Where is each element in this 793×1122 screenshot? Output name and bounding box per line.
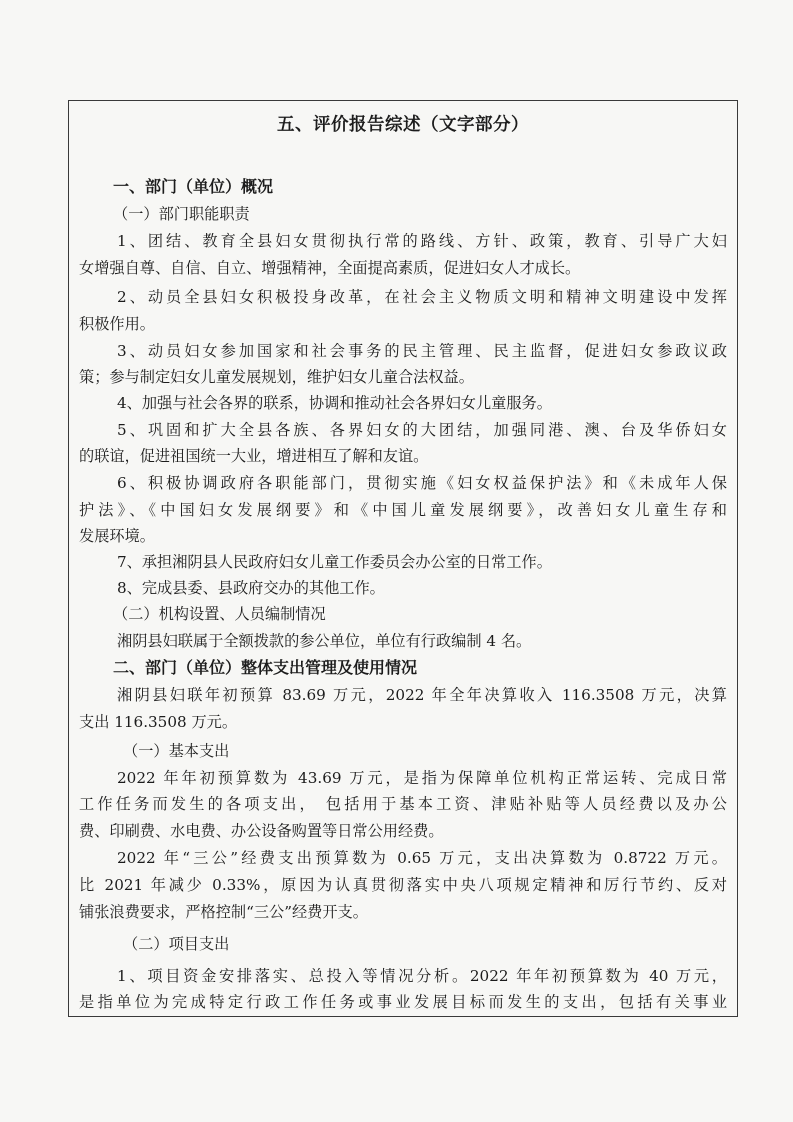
paragraph-line: 发展环境。 [79,527,155,545]
paragraph-line: 2022 年年初预算数为 43.69 万元，是指为保障单位机构正常运转、完成日常 [117,769,727,787]
subsection-heading: （二）机构设置、人员编制情况 [113,605,326,623]
paragraph-line: 7、承担湘阴县人民政府妇女儿童工作委员会办公室的日常工作。 [117,553,552,571]
paragraph-line: 1、团结、教育全县妇女贯彻执行常的路线、方针、政策，教育、引导广大妇 [117,232,727,250]
paragraph-line: 工作任务而发生的各项支出， 包括用于基本工资、津贴补贴等人员经费以及办公 [79,795,727,813]
paragraph-line: 是指单位为完成特定行政工作任务或事业发展目标而发生的支出，包括有关事业 [79,993,727,1011]
paragraph-line: 3、动员妇女参加国家和社会事务的民主管理、民主监督，促进妇女参政议政 [117,342,727,360]
paragraph-line: 4、加强与社会各界的联系，协调和推动社会各界妇女儿童服务。 [117,394,552,412]
section-heading: 二、部门（单位）整体支出管理及使用情况 [113,658,418,677]
paragraph-line: 2022 年“三公”经费支出预算数为 0.65 万元，支出决算数为 0.8722 万元。 [117,849,727,867]
paragraph-line: 费、印刷费、水电费、办公设备购置等日常公用经费。 [79,822,444,840]
paragraph-line: 积极作用。 [79,315,155,333]
document-frame [68,100,738,1017]
paragraph-line: 6、积极协调政府各职能部门，贯彻实施《妇女权益保护法》和《未成年人保 [117,474,727,492]
paragraph-line: 策；参与制定妇女儿童发展规划，维护妇女儿童合法权益。 [79,368,474,386]
paragraph-line: 女增强自尊、自信、自立、增强精神，全面提高素质，促进妇女人才成长。 [79,259,581,277]
paragraph-line: 支出 116.3508 万元。 [79,713,238,731]
paragraph-line: 的联谊，促进祖国统一大业，增进相互了解和友谊。 [79,447,429,465]
subsection-heading: （一）部门职能职责 [113,205,250,223]
page-title: 五、评价报告综述（文字部分） [277,115,529,135]
paragraph-line: 8、完成县委、县政府交办的其他工作。 [117,579,385,597]
paragraph-line: 比 2021 年减少 0.33%，原因为认真贯彻落实中央八项规定精神和厉行节约、反对 [79,876,727,894]
paragraph-line: 5、巩固和扩大全县各族、各界妇女的大团结，加强同港、澳、台及华侨妇女 [117,421,727,439]
subsection-heading: （二）项目支出 [123,935,230,953]
section-heading: 一、部门（单位）概况 [113,177,274,196]
paragraph-line: 护法》、《中国妇女发展纲要》和《中国儿童发展纲要》，改善妇女儿童生存和 [79,501,727,519]
paragraph-line: 湘阴县妇联年初预算 83.69 万元，2022 年全年决算收入 116.3508 万元，决算 [117,686,727,704]
subsection-heading: （一）基本支出 [123,742,230,760]
paragraph-line: 2、动员全县妇女积极投身改革，在社会主义物质文明和精神文明建设中发挥 [117,288,727,306]
paragraph-line: 铺张浪费要求，严格控制“三公”经费开支。 [79,903,368,921]
paragraph-line: 1、项目资金安排落实、总投入等情况分析。2022 年年初预算数为 40 万元， [117,967,727,985]
paragraph-line: 湘阴县妇联属于全额拨款的参公单位，单位有行政编制 4 名。 [117,632,532,650]
